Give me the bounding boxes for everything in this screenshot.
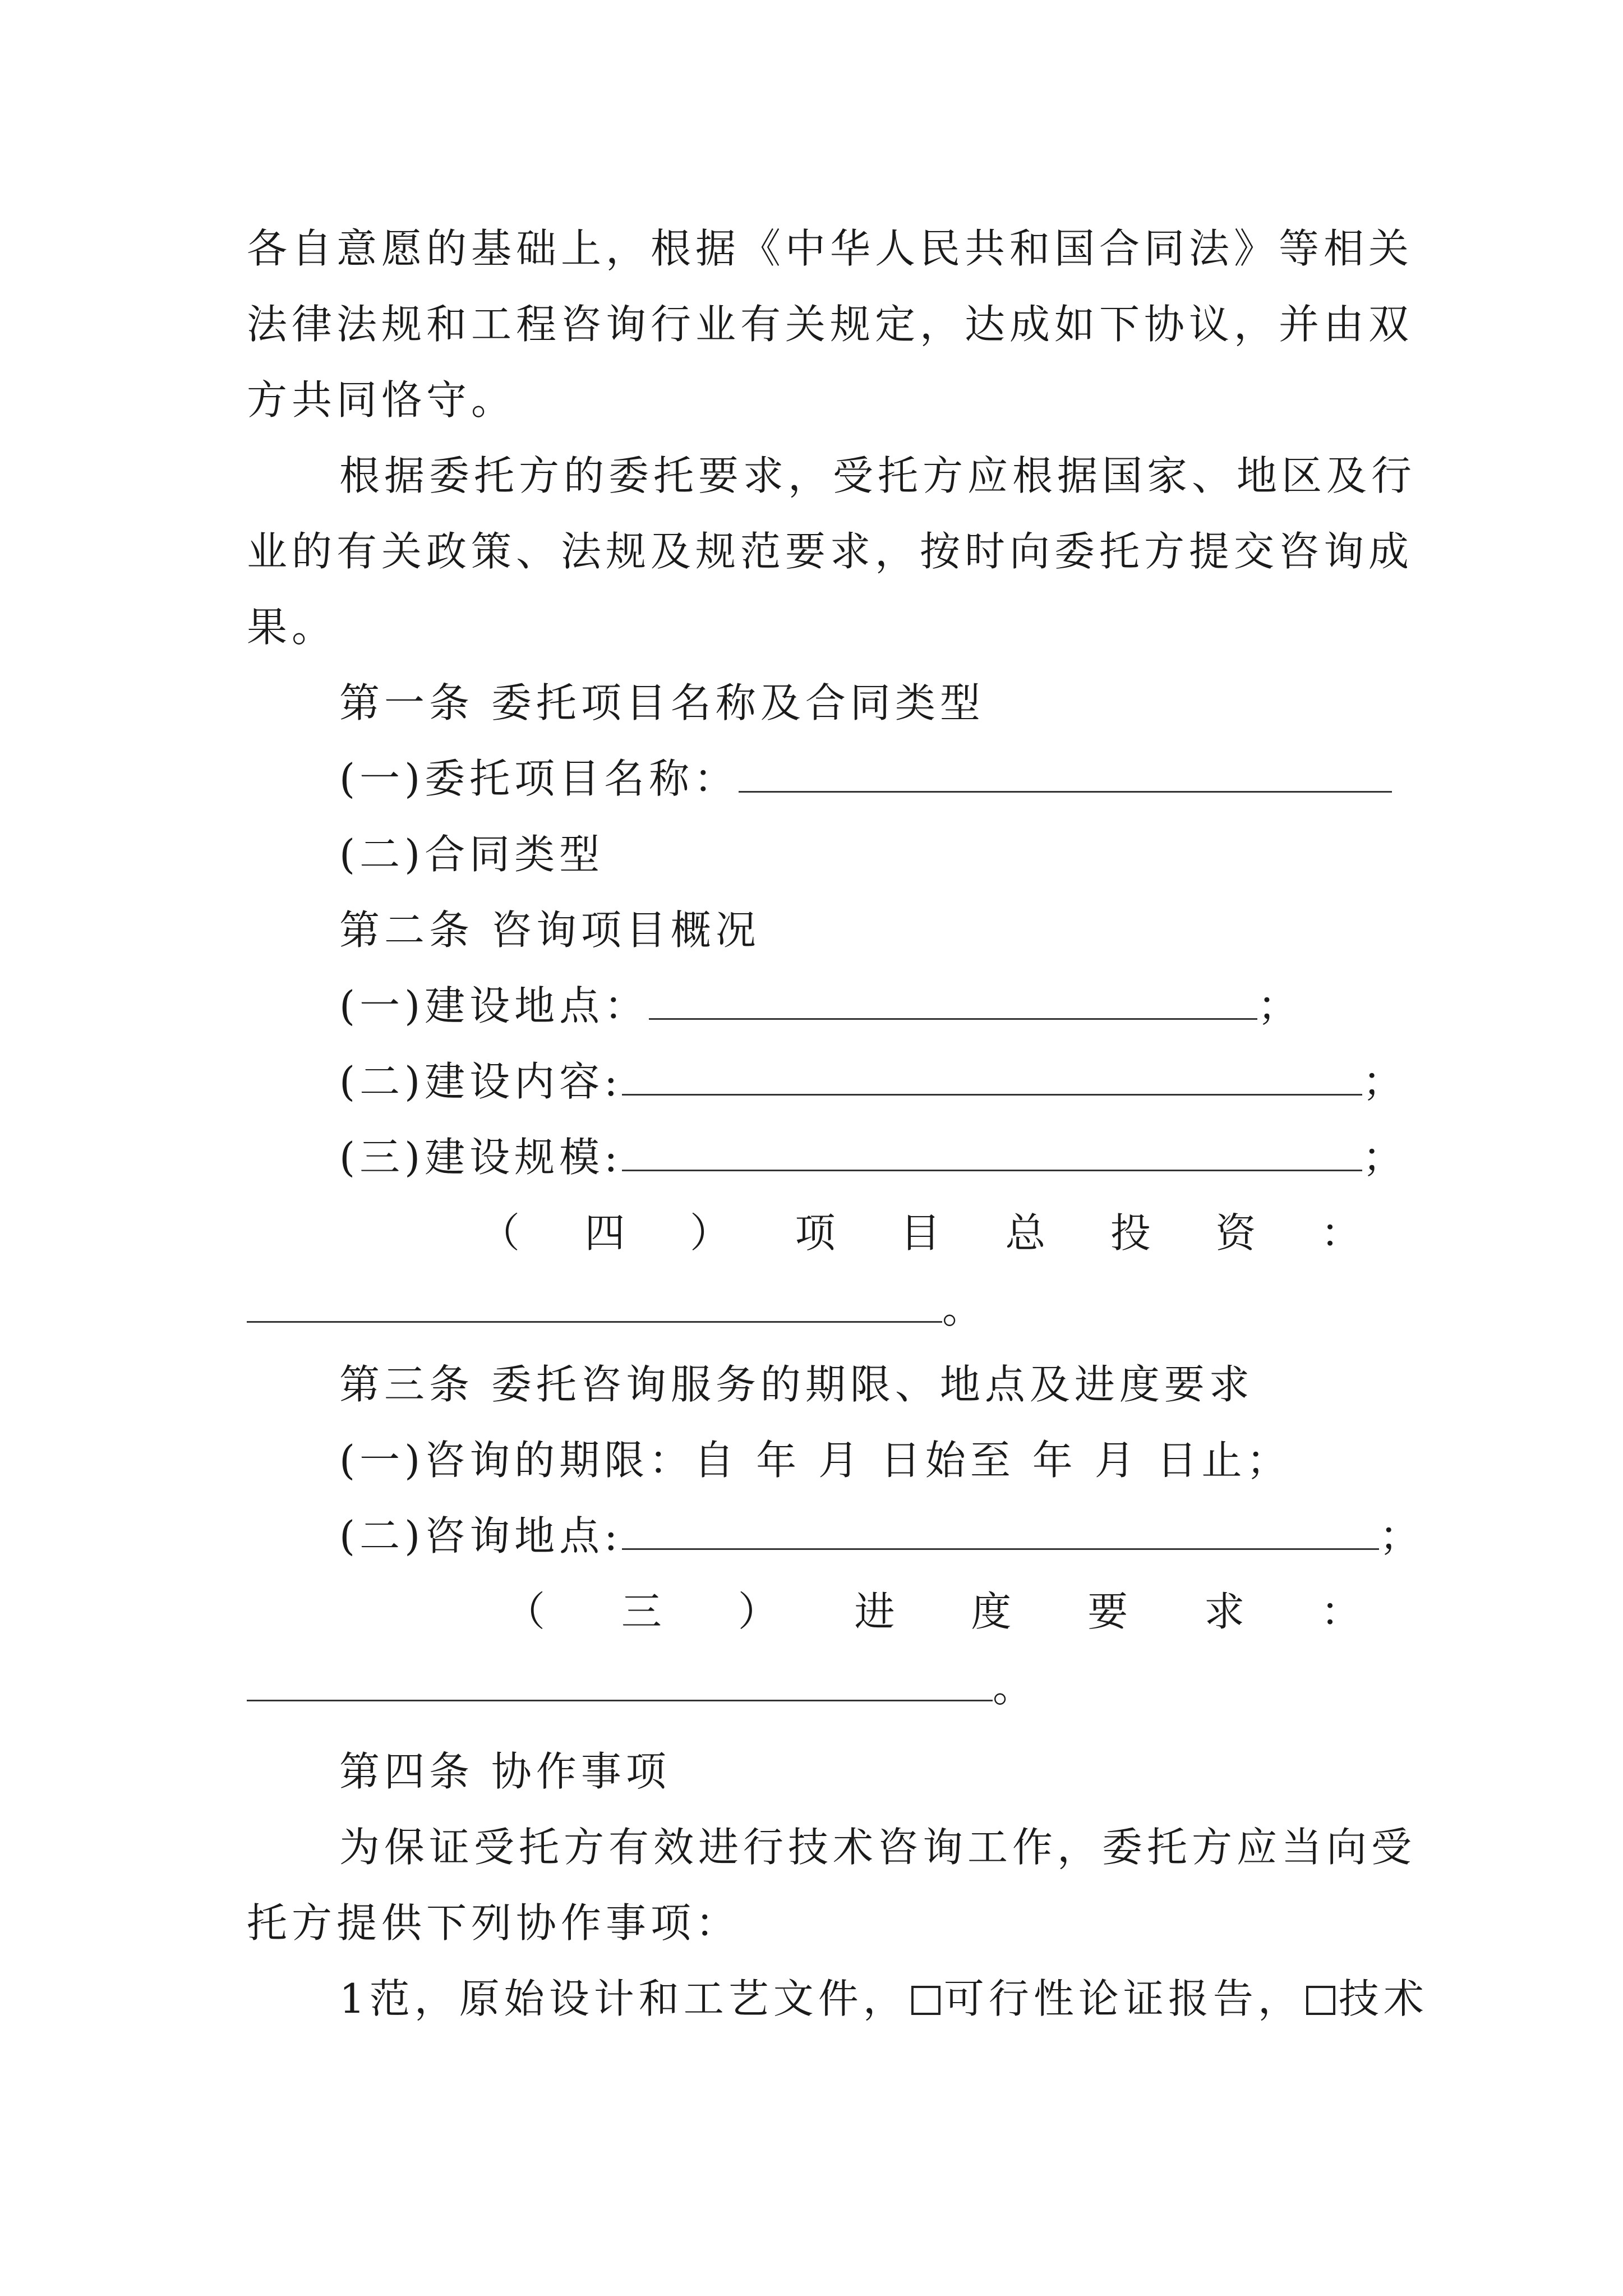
- punctuation: ；: [1257, 982, 1303, 1029]
- char: 项: [795, 1209, 840, 1257]
- char: ：: [1320, 1209, 1366, 1257]
- char: 度: [971, 1588, 1016, 1635]
- paragraph-line: 法律法规和工程咨询行业有关规定，达成如下协议，并由双: [247, 301, 1414, 348]
- char: 四: [584, 1209, 630, 1257]
- form-row-consult-location: [339, 1503, 1424, 1562]
- char: 总: [1005, 1209, 1050, 1257]
- form-row-content: [339, 1049, 1407, 1107]
- form-row-term: (一)咨询的期限：自 年 月 日始至 年 月 日止；: [339, 1437, 1292, 1484]
- form-row-total-investment: [247, 1276, 987, 1335]
- field-label: (三)建设规模:: [339, 1134, 623, 1181]
- field-label: (一)建设地点：: [339, 982, 649, 1029]
- form-row-project-name: [339, 746, 1392, 804]
- punctuation: 。: [942, 1285, 988, 1332]
- char: 进: [854, 1588, 900, 1635]
- char: 要: [1087, 1588, 1133, 1635]
- article-heading: 第一条 委托项目名称及合同类型: [339, 679, 985, 726]
- punctuation: ；: [1362, 1058, 1408, 1105]
- form-row-progress: [247, 1655, 1038, 1713]
- char: ）: [737, 1588, 783, 1635]
- paragraph-line: 方共同恪守。: [247, 376, 517, 424]
- paragraph-line: 果。: [247, 604, 337, 651]
- article-heading: 第三条 委托咨询服务的期限、地点及进度要求: [339, 1361, 1254, 1408]
- scale-blank[interactable]: [622, 1136, 1362, 1171]
- progress-blank[interactable]: [247, 1666, 993, 1701]
- paragraph-line: 根据委托方的委托要求，受托方应根据国家、地区及行: [339, 452, 1417, 499]
- char: ）: [689, 1209, 735, 1257]
- paragraph-line: 为保证受托方有效进行技术咨询工作，委托方应当向受: [339, 1824, 1417, 1871]
- field-label: (二)建设内容:: [339, 1058, 623, 1105]
- punctuation: ；: [1379, 1512, 1424, 1559]
- form-row-location: [339, 973, 1302, 1032]
- paragraph-line: 各自意愿的基础上，根据《中华人民共和国合同法》等相关: [247, 225, 1414, 272]
- total-investment-blank[interactable]: [247, 1287, 942, 1323]
- char: ：: [1320, 1588, 1366, 1635]
- paragraph-line: 业的有关政策、法规及规范要求，按时向委托方提交咨询成: [247, 528, 1414, 575]
- checkbox-icon[interactable]: [1306, 1986, 1335, 2015]
- checklist-line: [339, 1966, 1428, 2024]
- punctuation: 。: [993, 1664, 1038, 1711]
- location-blank[interactable]: [649, 984, 1257, 1020]
- char: 三: [621, 1588, 666, 1635]
- char: 求: [1204, 1588, 1249, 1635]
- project-name-blank[interactable]: [739, 757, 1392, 793]
- char: （: [479, 1209, 525, 1257]
- char: （: [505, 1588, 550, 1635]
- form-row-progress-label: [505, 1579, 1366, 1637]
- article-heading: 第四条 协作事项: [339, 1748, 671, 1795]
- checklist-text: 1范，原始设计和工艺文件，: [339, 1975, 908, 2022]
- checklist-text: 技术: [1338, 1975, 1428, 2022]
- punctuation: ；: [1362, 1134, 1408, 1181]
- paragraph-line: 托方提供下列协作事项：: [247, 1899, 741, 1947]
- field-label: (一)委托项目名称：: [339, 755, 739, 802]
- checklist-text: 可行性论证报告，: [943, 1975, 1303, 2022]
- form-row-scale: [339, 1125, 1407, 1183]
- article-heading: 第二条 咨询项目概况: [339, 907, 760, 954]
- field-label: (二)咨询地点:: [339, 1512, 623, 1559]
- content-blank[interactable]: [622, 1060, 1362, 1096]
- consult-location-blank[interactable]: [622, 1515, 1379, 1550]
- char: 投: [1110, 1209, 1155, 1257]
- form-row-total-investment-label: [479, 1200, 1366, 1259]
- form-row-contract-type: (二)合同类型: [339, 831, 605, 878]
- char: 目: [900, 1209, 945, 1257]
- char: 资: [1215, 1209, 1261, 1257]
- checkbox-icon[interactable]: [911, 1986, 940, 2015]
